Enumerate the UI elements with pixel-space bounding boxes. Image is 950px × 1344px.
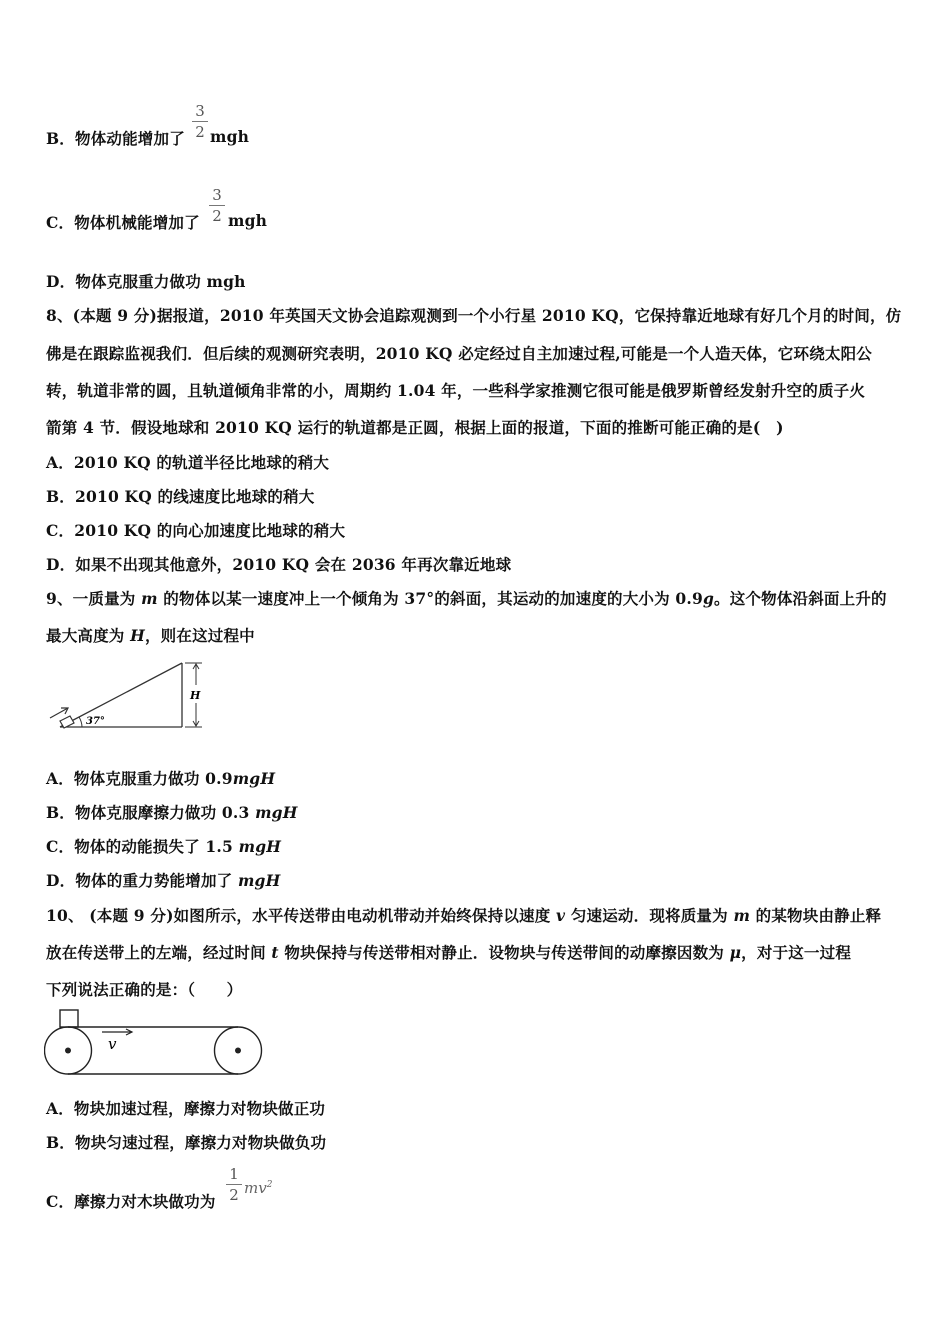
q10-stem-line-1: 10、 (本题 9 分)如图所示，水平传送带由电动机带动并始终保持以速度 v 匀速运动．现将质量为 m 的某物块由静止释 (46, 906, 882, 925)
fraction-denominator: 2 (212, 207, 222, 225)
angle-label: 37° (86, 716, 105, 727)
fraction-denominator: 2 (229, 1186, 239, 1204)
q9-option-b: B．物体克服摩擦力做功 0.3 mgH (46, 803, 298, 822)
velocity-label: v (108, 1035, 117, 1053)
velocity-arrow (102, 1029, 132, 1035)
fraction-denominator: 2 (195, 123, 205, 141)
q7-option-c (46, 211, 200, 233)
q7-option-b-suffix: mgh (210, 127, 250, 146)
q7-option-b-fraction (192, 102, 208, 141)
fraction-numerator: 1 (229, 1165, 239, 1183)
q7-option-b (46, 127, 185, 149)
q8-stem-line-1: 8、(本题 9 分)据报道，2010 年英国天文协会追踪观测到一个小行星 2010 KQ，它保持靠近地球有好几个月的时间，仿 (46, 306, 902, 325)
q10-option-c-fraction (226, 1165, 242, 1204)
q10-option-b: B．物块匀速过程，摩擦力对物块做负功 (46, 1133, 327, 1152)
angle-arc (79, 717, 82, 727)
q9-option-d: D．物体的重力势能增加了 mgH (46, 871, 281, 890)
incline-triangle (60, 663, 182, 727)
block (60, 1010, 78, 1027)
velocity-arrow (50, 708, 68, 718)
q10-stem-line-3: 下列说法正确的是：（ ） (46, 980, 243, 999)
fraction-numerator: 3 (195, 102, 205, 120)
q8-stem-line-4: 箭第 4 节．假设地球和 2010 KQ 运行的轨道都是正圆，根据上面的报道，下面的推断可能正确的是( ) (46, 418, 784, 437)
conveyor-belt (45, 1027, 262, 1074)
q10-stem-line-2: 放在传送带上的左端，经过时间 t 物块保持与传送带相对静止．设物块与传送带间的动摩擦因数为 μ，对于这一过程 (46, 943, 852, 962)
fraction-numerator: 3 (212, 186, 222, 204)
right-axle (235, 1048, 241, 1054)
q8-option-c: C．2010 KQ 的向心加速度比地球的稍大 (46, 521, 346, 540)
q10-option-a: A．物块加速过程，摩擦力对物块做正功 (46, 1099, 326, 1118)
q8-option-b: B．2010 KQ 的线速度比地球的稍大 (46, 487, 315, 506)
q9-incline-figure (46, 655, 216, 735)
q7-option-c-text: C．物体机械能增加了 (46, 213, 200, 232)
q10-option-c: C．摩擦力对木块做功为 (46, 1192, 216, 1211)
q9-option-c: C．物体的动能损失了 1.5 mgH (46, 837, 282, 856)
q10-option-c-expression: $mv^2$ (244, 1179, 273, 1197)
q7-option-d: D．物体克服重力做功 mgh (46, 272, 246, 291)
q10-conveyor-figure (44, 1006, 266, 1078)
q8-stem-line-2: 佛是在跟踪监视我们．但后续的观测研究表明，2010 KQ 必定经过自主加速过程,可能是一个人造天体，它环绕太阳公 (46, 344, 873, 363)
q9-stem-line-1: 9、一质量为 m 的物体以某一速度冲上一个倾角为 37°的斜面，其运动的加速度的大小为 0.9g。这个物体沿斜面上升的 (46, 589, 887, 608)
left-axle (65, 1048, 71, 1054)
q8-stem-line-3: 转，轨道非常的圆，且轨道倾角非常的小，周期约 1.04 年，一些科学家推测它很可能是俄罗斯曾经发射升空的质子火 (46, 381, 866, 400)
q7-option-c-suffix: mgh (228, 211, 268, 230)
q7-option-b-text: B．物体动能增加了 (46, 129, 185, 148)
q9-option-a: A．物体克服重力做功 0.9mgH (46, 769, 276, 788)
q9-stem-line-2: 最大高度为 H，则在这过程中 (46, 626, 255, 645)
q8-option-d: D．如果不出现其他意外，2010 KQ 会在 2036 年再次靠近地球 (46, 555, 512, 574)
q7-option-c-fraction (209, 186, 225, 225)
q8-option-a: A．2010 KQ 的轨道半径比地球的稍大 (46, 453, 330, 472)
height-label: H (190, 689, 201, 702)
